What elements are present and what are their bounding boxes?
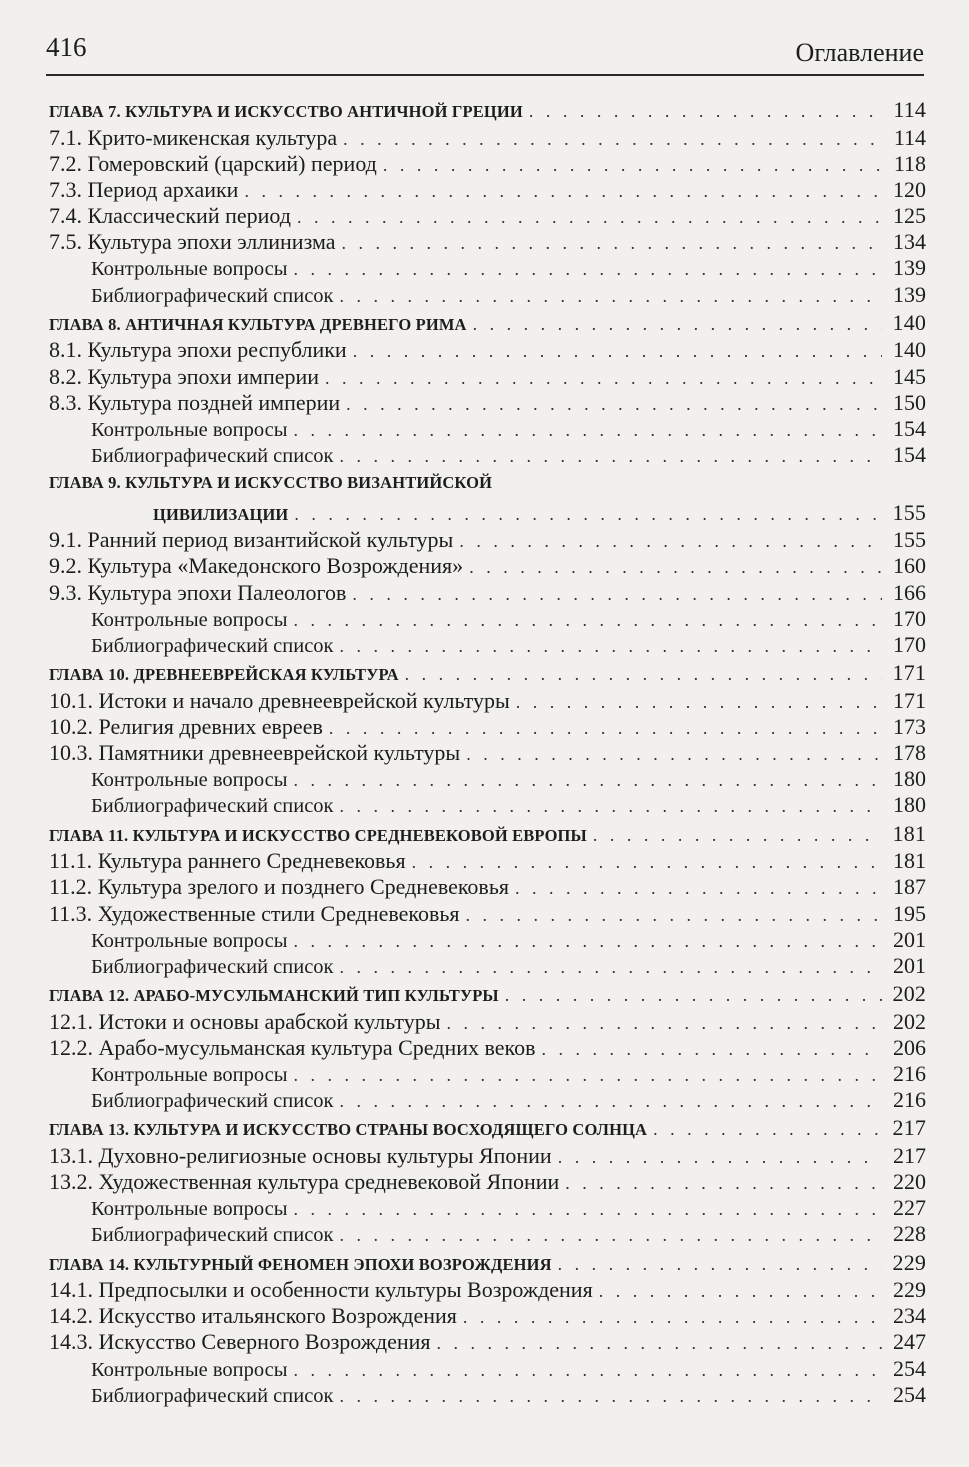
dot-leader — [516, 689, 882, 715]
page-ref: 181 — [893, 848, 926, 874]
entry-title-text: Библиографический список — [91, 1384, 334, 1407]
section-number: 10.2. — [49, 713, 93, 739]
page-ref: 202 — [893, 1008, 926, 1034]
entry-title — [49, 688, 510, 714]
toc-section-entry[interactable] — [49, 177, 926, 203]
chapter-number: ГЛАВА 7. — [49, 102, 121, 121]
entry-title — [49, 364, 319, 390]
entry-title-text: Религия древних евреев — [98, 713, 323, 739]
page-ref: 206 — [893, 1034, 926, 1060]
entry-title — [91, 928, 288, 954]
section-number: 9.1. — [49, 527, 82, 553]
toc-chapter-entry-continued[interactable] — [49, 498, 926, 528]
section-number: 11.3. — [49, 900, 93, 926]
entry-title-text: Библиографический список — [91, 1224, 334, 1247]
dot-leader — [294, 928, 882, 954]
page-ref: 139 — [893, 281, 926, 307]
entry-title-text: Культура эпохи эллинизма — [87, 229, 336, 255]
dot-leader — [412, 849, 882, 875]
toc-section-entry[interactable] — [49, 527, 926, 553]
entry-title — [49, 125, 337, 151]
entry-title — [49, 1329, 431, 1355]
dot-leader — [529, 98, 882, 124]
entry-title-text: Контрольные вопросы — [91, 769, 288, 792]
entry-title-text: Период архаики — [87, 176, 239, 202]
page-header — [46, 28, 924, 76]
dot-leader — [515, 875, 882, 901]
entry-title — [49, 1009, 441, 1035]
section-number: 9.2. — [49, 553, 82, 579]
page-ref: 216 — [893, 1060, 926, 1086]
toc-section-entry[interactable] — [49, 874, 926, 900]
dot-leader — [558, 1144, 882, 1170]
toc-section-entry[interactable] — [49, 337, 926, 363]
entry-title-text: Классический период — [87, 203, 291, 229]
dot-leader — [340, 1383, 882, 1409]
toc-section-entry[interactable] — [49, 151, 926, 177]
page-ref: 202 — [892, 981, 926, 1007]
chapter-number: ГЛАВА 11. — [49, 825, 129, 845]
entry-title-text: Контрольные вопросы — [91, 1358, 288, 1381]
section-number: 12.1. — [49, 1008, 93, 1034]
entry-title — [91, 954, 334, 980]
page-ref: 170 — [893, 605, 926, 631]
entry-title — [49, 177, 238, 203]
toc-chapter-entry[interactable] — [49, 1248, 926, 1278]
dot-leader — [340, 1088, 882, 1114]
toc-subentry[interactable] — [49, 1087, 926, 1113]
entry-title-text: Художественная культура средневековой Японии — [98, 1169, 560, 1194]
dot-leader — [340, 954, 882, 980]
page-ref: 180 — [893, 766, 926, 792]
page-ref: 229 — [892, 1249, 926, 1275]
entry-title — [49, 1169, 559, 1195]
page-ref: 134 — [893, 229, 926, 255]
chapter-title — [49, 99, 523, 125]
entry-title-text: Культура эпохи Палеологов — [87, 579, 347, 605]
dot-leader — [466, 902, 882, 928]
entry-title — [91, 1383, 334, 1409]
toc-section-entry[interactable] — [49, 1009, 926, 1035]
dot-leader — [340, 443, 882, 469]
dot-leader — [405, 661, 882, 687]
dot-leader — [473, 311, 882, 337]
entry-title-text: Библиографический список — [91, 635, 334, 657]
entry-title-text: КУЛЬТУРА И ИСКУССТВО СТРАНЫ ВОСХОДЯЩЕГО СОЛНЦА — [133, 1120, 648, 1140]
entry-title-text: ДРЕВНЕЕВРЕЙСКАЯ КУЛЬТУРА — [133, 665, 399, 685]
dot-leader — [329, 715, 882, 741]
toc-section-entry[interactable] — [49, 203, 926, 229]
page-ref: 247 — [893, 1329, 926, 1355]
toc-chapter-entry[interactable] — [49, 819, 926, 849]
entry-title-text: Библиографический список — [91, 955, 334, 978]
entry-title-text: КУЛЬТУРНЫЙ ФЕНОМЕН ЭПОХИ ВОЗРОЖДЕНИЯ — [133, 1254, 552, 1274]
entry-title — [49, 229, 336, 255]
entry-title-text: Библиографический список — [91, 445, 334, 468]
entry-title — [91, 1357, 288, 1383]
entry-title-text: Контрольные вопросы — [91, 608, 288, 631]
toc-section-entry[interactable] — [49, 364, 926, 390]
toc-subentry[interactable] — [49, 416, 926, 442]
entry-title-text: АНТИЧНАЯ КУЛЬТУРА ДРЕВНЕГО РИМА — [125, 314, 467, 334]
entry-title-text: Культура зрелого и позднего Средневековья — [97, 874, 509, 900]
toc-subentry[interactable] — [49, 953, 926, 979]
dot-leader — [505, 982, 882, 1008]
page-ref: 114 — [893, 97, 926, 122]
section-number: 10.3. — [49, 740, 93, 766]
dot-leader — [599, 1278, 882, 1304]
entry-title-text: Гомеровский (царский) период — [87, 150, 377, 176]
chapter-title — [49, 312, 467, 338]
page-ref: 154 — [893, 442, 926, 468]
entry-title-text: Контрольные вопросы — [91, 1063, 288, 1086]
section-number: 7.5. — [49, 229, 82, 255]
page-ref: 171 — [892, 660, 926, 686]
page-ref: 228 — [893, 1221, 926, 1247]
chapter-title — [49, 983, 499, 1009]
section-number: 8.1. — [49, 337, 82, 363]
section-number: 9.3. — [49, 579, 82, 605]
toc-subentry[interactable] — [49, 606, 926, 632]
toc-section-entry[interactable] — [49, 740, 926, 766]
entry-title — [49, 1143, 552, 1169]
page-ref: 140 — [892, 309, 926, 335]
entry-title — [49, 580, 346, 606]
dot-leader — [294, 767, 882, 793]
page-ref: 216 — [893, 1087, 926, 1113]
entry-title-text: Крито-микенская культура — [87, 124, 338, 150]
page-ref: 170 — [893, 632, 926, 657]
entry-title — [91, 417, 288, 443]
toc-subentry[interactable] — [49, 1356, 926, 1382]
entry-title-text: КУЛЬТУРА И ИСКУССТВО СРЕДНЕВЕКОВОЙ ЕВРОПЫ — [132, 825, 587, 845]
entry-title — [91, 767, 288, 793]
page-ref: 217 — [893, 1142, 926, 1168]
entry-title — [91, 1222, 334, 1248]
entry-title-text: Культура эпохи империи — [87, 363, 320, 389]
entry-title-text: Контрольные вопросы — [91, 258, 288, 281]
dot-leader — [294, 1062, 882, 1088]
toc-section-entry[interactable] — [49, 1277, 926, 1303]
toc-chapter-entry[interactable] — [49, 658, 926, 688]
toc-chapter-entry[interactable] — [49, 308, 926, 338]
running-title: Оглавление — [795, 38, 924, 67]
toc-section-entry[interactable] — [49, 125, 926, 151]
entry-title — [49, 740, 460, 766]
dot-leader — [340, 633, 882, 659]
entry-title — [91, 1196, 288, 1222]
entry-title — [49, 553, 463, 579]
dot-leader — [294, 501, 882, 527]
chapter-number: ГЛАВА 9. — [49, 473, 121, 493]
dot-leader — [325, 365, 882, 391]
toc-section-entry[interactable] — [49, 553, 926, 579]
page-ref: 229 — [893, 1277, 926, 1303]
chapter-number: ГЛАВА 8. — [49, 314, 121, 334]
page-ref: 120 — [893, 176, 926, 202]
chapter-title — [49, 662, 399, 688]
dot-leader — [353, 338, 882, 364]
chapter-title-text: КУЛЬТУРА И ИСКУССТВО ВИЗАНТИЙСКОЙ — [125, 473, 493, 493]
chapter-title — [49, 1252, 552, 1278]
dot-leader — [437, 1330, 882, 1356]
page-number: 416 — [46, 32, 87, 62]
entry-title — [91, 1088, 334, 1114]
section-number: 14.1. — [49, 1277, 93, 1303]
dot-leader — [294, 607, 882, 633]
page-ref: 201 — [893, 926, 926, 952]
toc-section-entry[interactable] — [49, 1169, 926, 1195]
toc-subentry[interactable] — [49, 632, 926, 658]
entry-title-text: Художественные стили Средневековья — [97, 900, 460, 926]
toc-subentry[interactable] — [49, 766, 926, 792]
dot-leader — [346, 391, 882, 417]
section-number: 7.3. — [49, 176, 82, 202]
toc-chapter-entry[interactable] — [49, 95, 926, 125]
toc-subentry[interactable] — [49, 282, 926, 308]
page-ref: 118 — [893, 150, 926, 176]
entry-title-text: АРАБО-МУСУЛЬМАНСКИЙ ТИП КУЛЬТУРЫ — [133, 986, 499, 1006]
toc-subentry[interactable] — [49, 1382, 926, 1408]
entry-title — [49, 848, 406, 874]
section-number: 7.1. — [49, 124, 82, 150]
page-ref: 166 — [893, 579, 926, 605]
dot-leader — [593, 822, 882, 848]
entry-title — [49, 1303, 457, 1329]
page-ref: 180 — [893, 792, 926, 818]
dot-leader — [340, 283, 882, 309]
section-number: 13.2. — [49, 1169, 93, 1194]
dot-leader — [294, 417, 882, 443]
entry-title-text: Арабо-мусульманская культура Средних веков — [98, 1034, 536, 1060]
page-ref: 145 — [893, 363, 926, 389]
page-ref: 155 — [893, 527, 926, 553]
page-ref: 227 — [893, 1195, 926, 1221]
toc-chapter-entry[interactable] — [49, 979, 926, 1009]
toc-subentry[interactable] — [49, 1221, 926, 1247]
page-ref: 234 — [893, 1303, 926, 1329]
dot-leader — [294, 256, 882, 282]
toc-section-entry[interactable] — [49, 390, 926, 416]
page-ref: 155 — [892, 499, 926, 525]
page-ref: 114 — [893, 124, 926, 150]
entry-title — [49, 874, 509, 900]
page-ref: 195 — [893, 900, 926, 926]
toc-subentry[interactable] — [49, 442, 926, 468]
entry-title-text: Культура «Македонского Возрождения» — [87, 553, 464, 579]
section-number: 14.2. — [49, 1303, 93, 1329]
section-number: 8.3. — [49, 389, 82, 415]
dot-leader — [466, 741, 882, 767]
toc-subentry[interactable] — [49, 1061, 926, 1087]
entry-title-text: Культура раннего Средневековья — [97, 848, 406, 874]
entry-title-text: Искусство итальянского Возрождения — [98, 1303, 457, 1329]
page-ref: 173 — [893, 713, 926, 739]
section-number: 7.2. — [49, 150, 82, 176]
entry-title — [49, 1277, 593, 1303]
section-number: 11.2. — [49, 874, 93, 900]
entry-title — [91, 283, 334, 309]
toc-section-entry[interactable] — [49, 580, 926, 606]
toc-section-entry[interactable] — [49, 1035, 926, 1061]
page-ref: 187 — [893, 874, 926, 900]
entry-title-text: Контрольные вопросы — [91, 1198, 288, 1221]
page-ref: 254 — [893, 1355, 926, 1381]
entry-title-text: Библиографический список — [91, 795, 334, 818]
page-ref: 178 — [893, 740, 926, 766]
dot-leader — [447, 1010, 883, 1036]
entry-title — [91, 607, 288, 633]
section-number: 13.1. — [49, 1142, 93, 1168]
page-ref: 201 — [893, 952, 926, 978]
entry-title-text: Библиографический список — [91, 284, 334, 307]
toc-subentry[interactable] — [49, 255, 926, 281]
entry-title — [49, 714, 323, 740]
entry-title — [49, 203, 291, 229]
dot-leader — [469, 554, 882, 580]
entry-title — [49, 390, 340, 416]
entry-title — [49, 527, 453, 553]
dot-leader — [294, 1196, 882, 1222]
toc-subentry[interactable] — [49, 927, 926, 953]
toc-section-entry[interactable] — [49, 1329, 926, 1355]
dot-leader — [352, 581, 882, 607]
toc-section-entry[interactable] — [49, 848, 926, 874]
entry-title-text: Искусство Северного Возрождения — [98, 1329, 431, 1355]
toc-subentry[interactable] — [49, 1195, 926, 1221]
page-ref: 217 — [892, 1115, 926, 1141]
toc-section-entry[interactable] — [49, 901, 926, 927]
dot-leader — [459, 528, 882, 554]
dot-leader — [294, 1357, 882, 1383]
chapter-number: ГЛАВА 14. — [49, 1254, 130, 1274]
dot-leader — [653, 1116, 882, 1142]
page-ref: 154 — [893, 415, 926, 441]
section-number: 8.2. — [49, 363, 82, 389]
page-ref: 254 — [893, 1381, 926, 1407]
toc-section-entry[interactable] — [49, 229, 926, 255]
dot-leader — [541, 1036, 882, 1062]
dot-leader — [565, 1170, 882, 1196]
entry-title-text: Памятники древнееврейской культуры — [98, 740, 461, 766]
entry-title — [49, 337, 347, 363]
toc-chapter-entry[interactable] — [49, 468, 926, 498]
entry-title — [91, 443, 334, 469]
toc-section-entry[interactable] — [49, 1303, 926, 1329]
entry-title — [49, 151, 377, 177]
dot-leader — [383, 152, 882, 178]
section-number: 12.2. — [49, 1034, 93, 1060]
entry-title-text: Контрольные вопросы — [91, 929, 288, 952]
entry-title-text: Контрольные вопросы — [91, 418, 288, 441]
page-ref: 220 — [893, 1169, 926, 1194]
entry-title — [91, 256, 288, 282]
toc-section-entry[interactable] — [49, 714, 926, 740]
entry-title-text: Ранний период византийской культуры — [87, 527, 454, 553]
section-number: 7.4. — [49, 203, 82, 229]
page-ref: 125 — [893, 203, 926, 229]
toc-section-entry[interactable] — [49, 1143, 926, 1169]
entry-title-text: Предпосылки и особенности культуры Возрождения — [98, 1277, 593, 1303]
chapter-title — [49, 1117, 647, 1143]
chapter-number: ГЛАВА 12. — [49, 986, 130, 1006]
toc-subentry[interactable] — [49, 792, 926, 818]
page-ref: 171 — [893, 687, 926, 713]
entry-title — [49, 1035, 535, 1061]
chapter-title — [49, 470, 492, 496]
chapter-number: ГЛАВА 10. — [49, 665, 130, 685]
dot-leader — [297, 204, 882, 230]
dot-leader — [343, 126, 882, 152]
dot-leader — [244, 178, 882, 204]
entry-title — [49, 901, 460, 927]
page-ref: 150 — [893, 389, 926, 415]
entry-title-text: КУЛЬТУРА И ИСКУССТВО АНТИЧНОЙ ГРЕЦИИ — [125, 102, 523, 121]
entry-title-text: Библиографический список — [91, 1090, 334, 1113]
toc-chapter-entry[interactable] — [49, 1113, 926, 1143]
entry-title-text: Культура поздней империи — [87, 389, 341, 415]
entry-title — [91, 793, 334, 819]
chapter-number: ГЛАВА 13. — [49, 1120, 130, 1140]
dot-leader — [342, 230, 883, 256]
dot-leader — [340, 1222, 882, 1248]
dot-leader — [463, 1304, 882, 1330]
entry-title — [91, 1062, 288, 1088]
entry-title — [91, 633, 334, 659]
entry-title-text: Культура эпохи республики — [87, 337, 347, 363]
entry-title-text: Истоки и основы арабской культуры — [98, 1008, 441, 1034]
dot-leader — [558, 1251, 882, 1277]
entry-title-text: Духовно-религиозные основы культуры Японии — [98, 1142, 552, 1168]
section-number: 11.1. — [49, 848, 93, 874]
section-number: 10.1. — [49, 687, 93, 713]
dot-leader — [340, 793, 882, 819]
page-ref: 140 — [893, 337, 926, 363]
entry-title-text: Истоки и начало древнееврейской культуры — [98, 687, 510, 713]
page-ref: 139 — [893, 255, 926, 281]
chapter-title-continued: ЦИВИЛИЗАЦИИ — [153, 504, 289, 524]
chapter-title — [49, 823, 587, 849]
table-of-contents — [49, 95, 926, 1408]
section-number: 14.3. — [49, 1329, 93, 1355]
page-ref: 160 — [893, 553, 926, 579]
page-ref: 181 — [892, 820, 926, 846]
toc-section-entry[interactable] — [49, 688, 926, 714]
